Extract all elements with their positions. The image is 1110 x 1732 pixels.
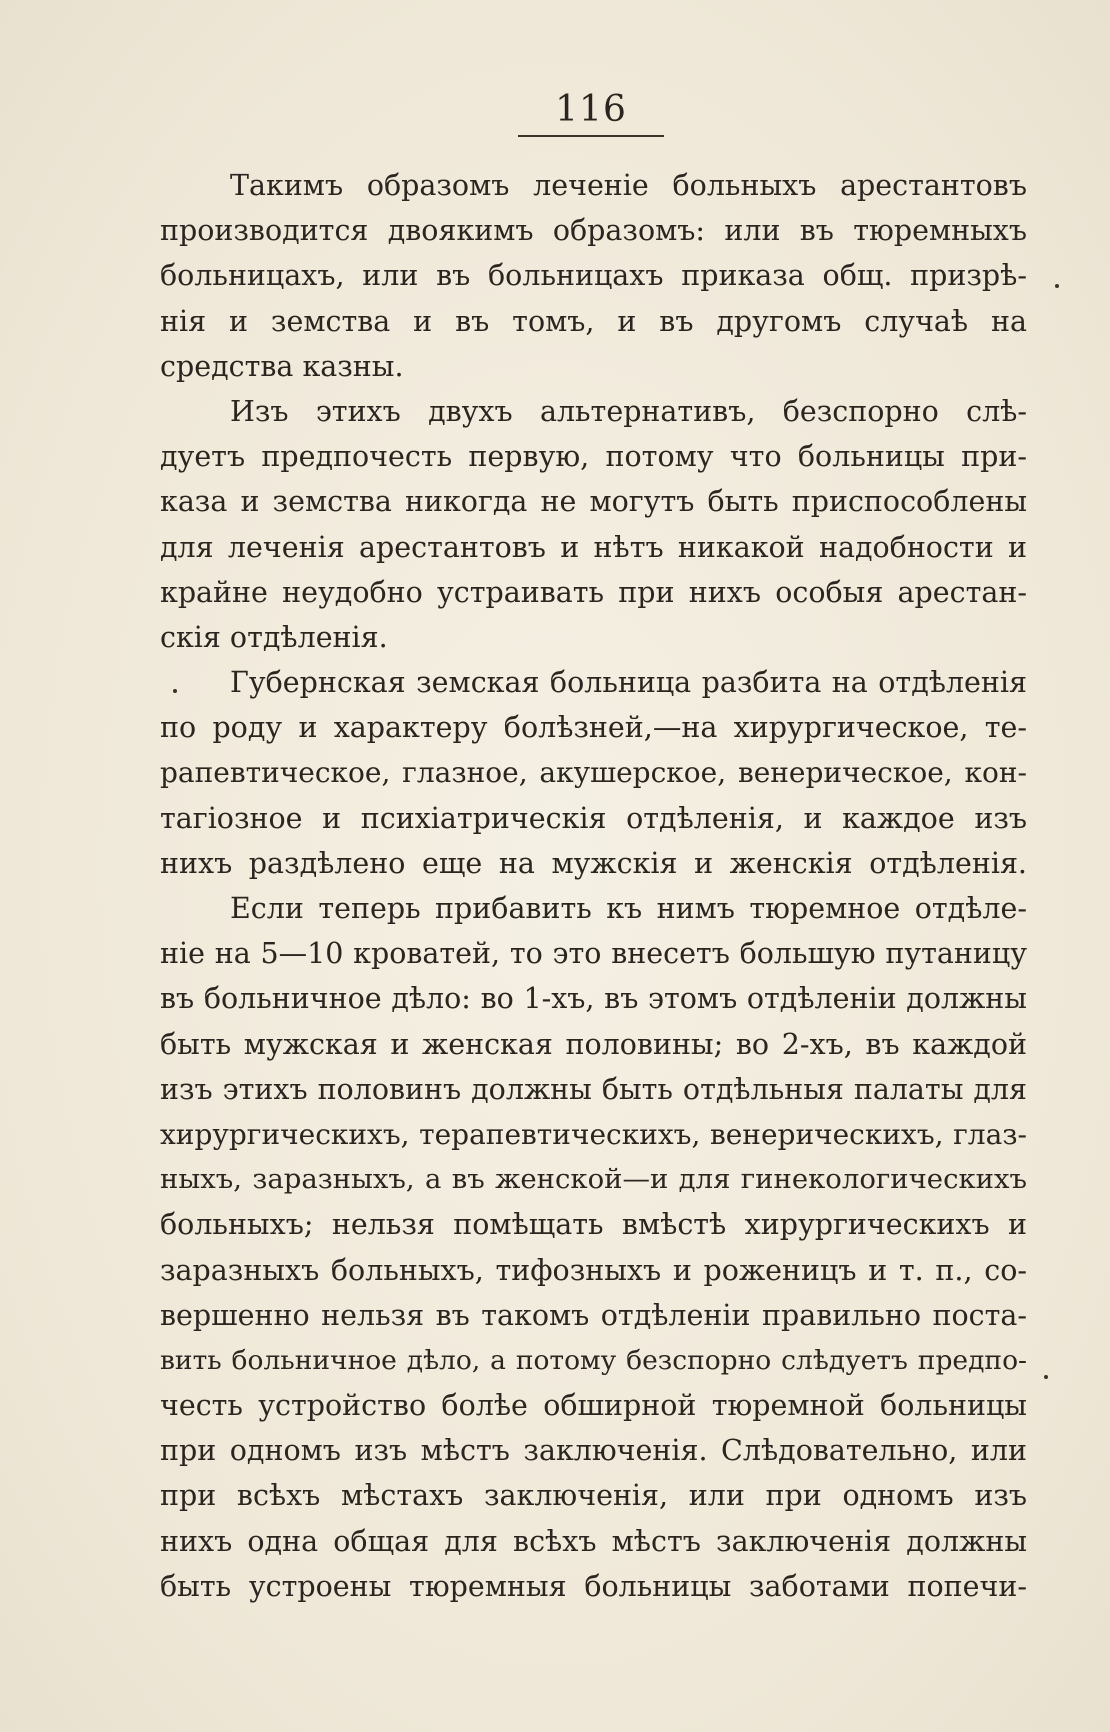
text-line: нія и земства и въ томъ, и въ другомъ случаѣ на — [160, 304, 1027, 338]
text-line: Губернская земская больница разбита на отдѣленія — [230, 666, 1027, 700]
text-line: рапевтическое, глазное, акушерское, венерическое, кон- — [160, 756, 1027, 790]
text-line: скія отдѣленія. — [160, 620, 388, 654]
margin-dot — [1055, 284, 1059, 288]
text-line: каза и земства никогда не могутъ быть приспособлены — [160, 485, 1027, 519]
text-line: ныхъ, заразныхъ, а въ женской—и для гинекологическихъ — [160, 1163, 1027, 1196]
text-line: быть мужская и женская половины; во 2-хъ, въ каждой — [160, 1027, 1027, 1061]
text-line: тагіозное и психіатрическія отдѣленія, и каждое изъ — [160, 801, 1027, 835]
text-line: средства казны. — [160, 349, 404, 383]
page-number-rule — [518, 135, 664, 137]
text-line: нихъ одна общая для всѣхъ мѣстъ заключенія должны — [160, 1524, 1027, 1558]
text-line: хирургическихъ, терапевтическихъ, венерическихъ, глаз- — [160, 1117, 1027, 1151]
body-text — [160, 163, 1027, 1609]
text-line: больныхъ; нельзя помѣщать вмѣстѣ хирургическихъ и — [160, 1208, 1027, 1242]
text-line: заразныхъ больныхъ, тифозныхъ и роженицъ и т. п., со- — [160, 1253, 1027, 1287]
text-line: ніе на 5—10 кроватей, то это внесетъ большую путаницу — [160, 937, 1027, 971]
text-line: вить больничное дѣло, а потому безспорно слѣдуетъ предпо- — [160, 1344, 1027, 1376]
text-line: крайне неудобно устраивать при нихъ особыя арестан- — [160, 575, 1027, 609]
text-line: вершенно нельзя въ такомъ отдѣленіи правильно поста- — [160, 1298, 1027, 1332]
text-line: быть устроены тюремныя больницы заботами попечи- — [160, 1569, 1027, 1603]
text-line: изъ этихъ половинъ должны быть отдѣльныя палаты для — [160, 1072, 1027, 1106]
text-line: нихъ раздѣлено еще на мужскія и женскія отдѣленія. — [160, 846, 1027, 880]
text-line: для леченія арестантовъ и нѣтъ никакой надобности и — [160, 530, 1027, 564]
text-line: Такимъ образомъ леченіе больныхъ арестантовъ — [230, 169, 1027, 202]
text-line: Если теперь прибавить къ нимъ тюремное отдѣле- — [230, 892, 1027, 925]
text-line: по роду и характеру болѣзней,—на хирургическое, те- — [160, 711, 1027, 745]
text-line: Изъ этихъ двухъ альтернативъ, безспорно слѣ- — [230, 394, 1027, 428]
page-number: 116 — [555, 89, 627, 130]
text-line: производится двоякимъ образомъ: или въ тюремныхъ — [160, 214, 1027, 248]
text-line: въ больничное дѣло: во 1-хъ, въ этомъ отдѣленіи должны — [160, 982, 1027, 1016]
text-line: дуетъ предпочесть первую, потому что больницы при- — [160, 440, 1027, 474]
text-line: при всѣхъ мѣстахъ заключенія, или при одномъ изъ — [160, 1479, 1027, 1513]
text-line: честь устройство болѣе обширной тюремной больницы — [160, 1389, 1027, 1423]
text-line: больницахъ, или въ больницахъ приказа общ. призрѣ- — [160, 259, 1027, 293]
text-line: при одномъ изъ мѣстъ заключенія. Слѣдовательно, или — [160, 1434, 1027, 1468]
margin-dot — [1044, 1375, 1048, 1379]
